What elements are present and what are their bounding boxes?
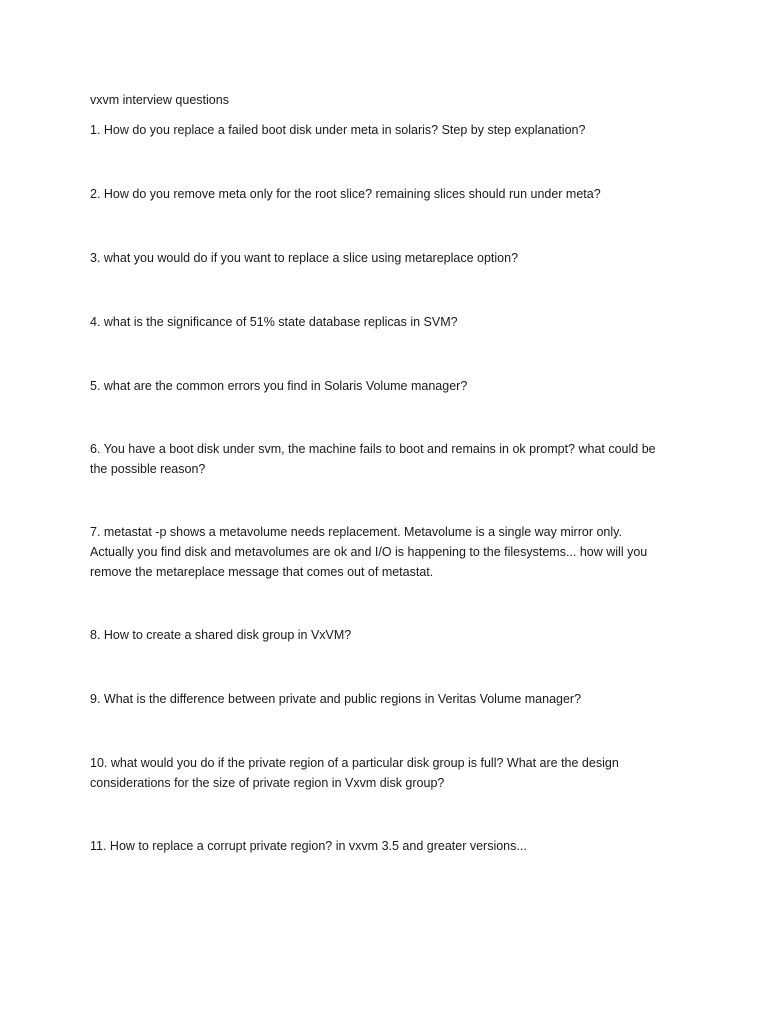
question-line: remove the metareplace message that comes out of metastat. <box>90 565 434 579</box>
question-line: 3. what you would do if you want to replace a slice using metareplace option? <box>90 251 519 265</box>
question-line: 6. You have a boot disk under svm, the machine fails to boot and remains in ok prompt? what could be <box>90 442 656 456</box>
question-line: 11. How to replace a corrupt private region? in vxvm 3.5 and greater versions... <box>90 839 527 853</box>
question-11 <box>90 836 690 856</box>
question-6 <box>90 439 690 479</box>
question-line: 4. what is the significance of 51% state database replicas in SVM? <box>90 315 458 329</box>
question-8 <box>90 625 690 645</box>
document-title: vxvm interview questions <box>90 93 229 107</box>
question-line: the possible reason? <box>90 462 206 476</box>
question-line: 8. How to create a shared disk group in VxVM? <box>90 628 352 642</box>
question-2 <box>90 184 690 204</box>
question-4 <box>90 312 690 332</box>
question-line: 7. metastat -p shows a metavolume needs replacement. Metavolume is a single way mirror only. <box>90 525 622 539</box>
question-1 <box>90 120 690 140</box>
question-line: 9. What is the difference between private and public regions in Veritas Volume manager? <box>90 692 582 706</box>
question-line: 2. How do you remove meta only for the root slice? remaining slices should run under meta? <box>90 187 601 201</box>
question-7 <box>90 522 690 582</box>
question-line: 1. How do you replace a failed boot disk under meta in solaris? Step by step explanation? <box>90 123 586 137</box>
question-10 <box>90 753 690 793</box>
question-line: 5. what are the common errors you find in Solaris Volume manager? <box>90 379 468 393</box>
question-line: 10. what would you do if the private region of a particular disk group is full? What are the design <box>90 756 619 770</box>
question-9 <box>90 689 690 709</box>
question-5 <box>90 376 690 396</box>
question-line: Actually you find disk and metavolumes are ok and I/O is happening to the filesystems... how will you <box>90 545 648 559</box>
question-3 <box>90 248 690 268</box>
question-line: considerations for the size of private region in Vxvm disk group? <box>90 776 445 790</box>
